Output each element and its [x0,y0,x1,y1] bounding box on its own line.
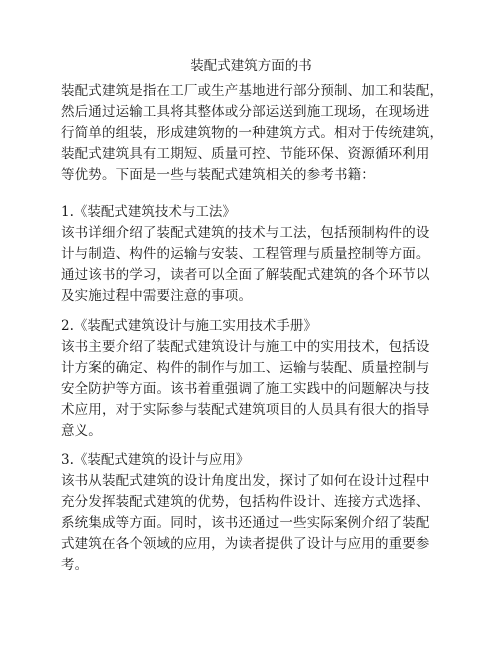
book-2-line: 意义。 [61,423,102,439]
book-3-description [61,471,443,576]
book-3-line: 系统集成等方面。同时，该书还通过一些实际案例介绍了装配 [61,515,430,531]
book-1-line: 及实施过程中需要注意的事项。 [61,288,253,304]
intro-line: 行简单的组装，形成建筑物的一种建筑方式。相对于传统建筑， [61,125,444,141]
book-2-description [61,337,443,442]
intro-line: 等优势。下面是一些与装配式建筑相关的参考书籍： [61,167,375,183]
book-2-heading: 2.《装配式建筑设计与施工实用技术手册》 [61,318,317,334]
document-title: 装配式建筑方面的书 [190,58,312,74]
book-1-line: 计与制造、构件的运输与安装、工程管理与质量控制等方面。 [61,246,430,262]
book-1-line: 通过该书的学习，读者可以全面了解装配式建筑的各个环节以 [61,267,430,283]
book-1-line: 该书详细介绍了装配式建筑的技术与工法，包括预制构件的设 [61,225,430,241]
book-1-description [61,223,443,307]
book-2-line: 该书主要介绍了装配式建筑设计与施工中的实用技术，包括设 [61,339,430,355]
book-3-line: 该书从装配式建筑的设计角度出发，探讨了如何在设计过程中 [61,473,430,489]
intro-paragraph [61,81,443,186]
book-3-line: 考。 [61,557,89,573]
book-2-line: 计方案的确定、构件的制作与加工、运输与装配、质量控制与 [61,360,430,376]
intro-line: 装配式建筑具有工期短、质量可控、节能环保、资源循环利用 [61,146,430,162]
intro-line: 然后通过运输工具将其整体或分部运送到施工现场，在现场进 [61,104,430,120]
book-3-line: 式建筑在各个领域的应用，为读者提供了设计与应用的重要参 [61,536,430,552]
book-3-line: 充分发挥装配式建筑的优势，包括构件设计、连接方式选择、 [61,494,430,510]
book-1-heading: 1.《装配式建筑技术与工法》 [61,204,236,220]
book-3-heading: 3.《装配式建筑的设计与应用》 [61,452,250,468]
intro-line: 装配式建筑是指在工厂或生产基地进行部分预制、加工和装配， [61,83,444,99]
book-2-line: 安全防护等方面。该书着重强调了施工实践中的问题解决与技 [61,381,430,397]
book-2-line: 术应用，对于实际参与装配式建筑项目的人员具有很大的指导 [61,402,430,418]
